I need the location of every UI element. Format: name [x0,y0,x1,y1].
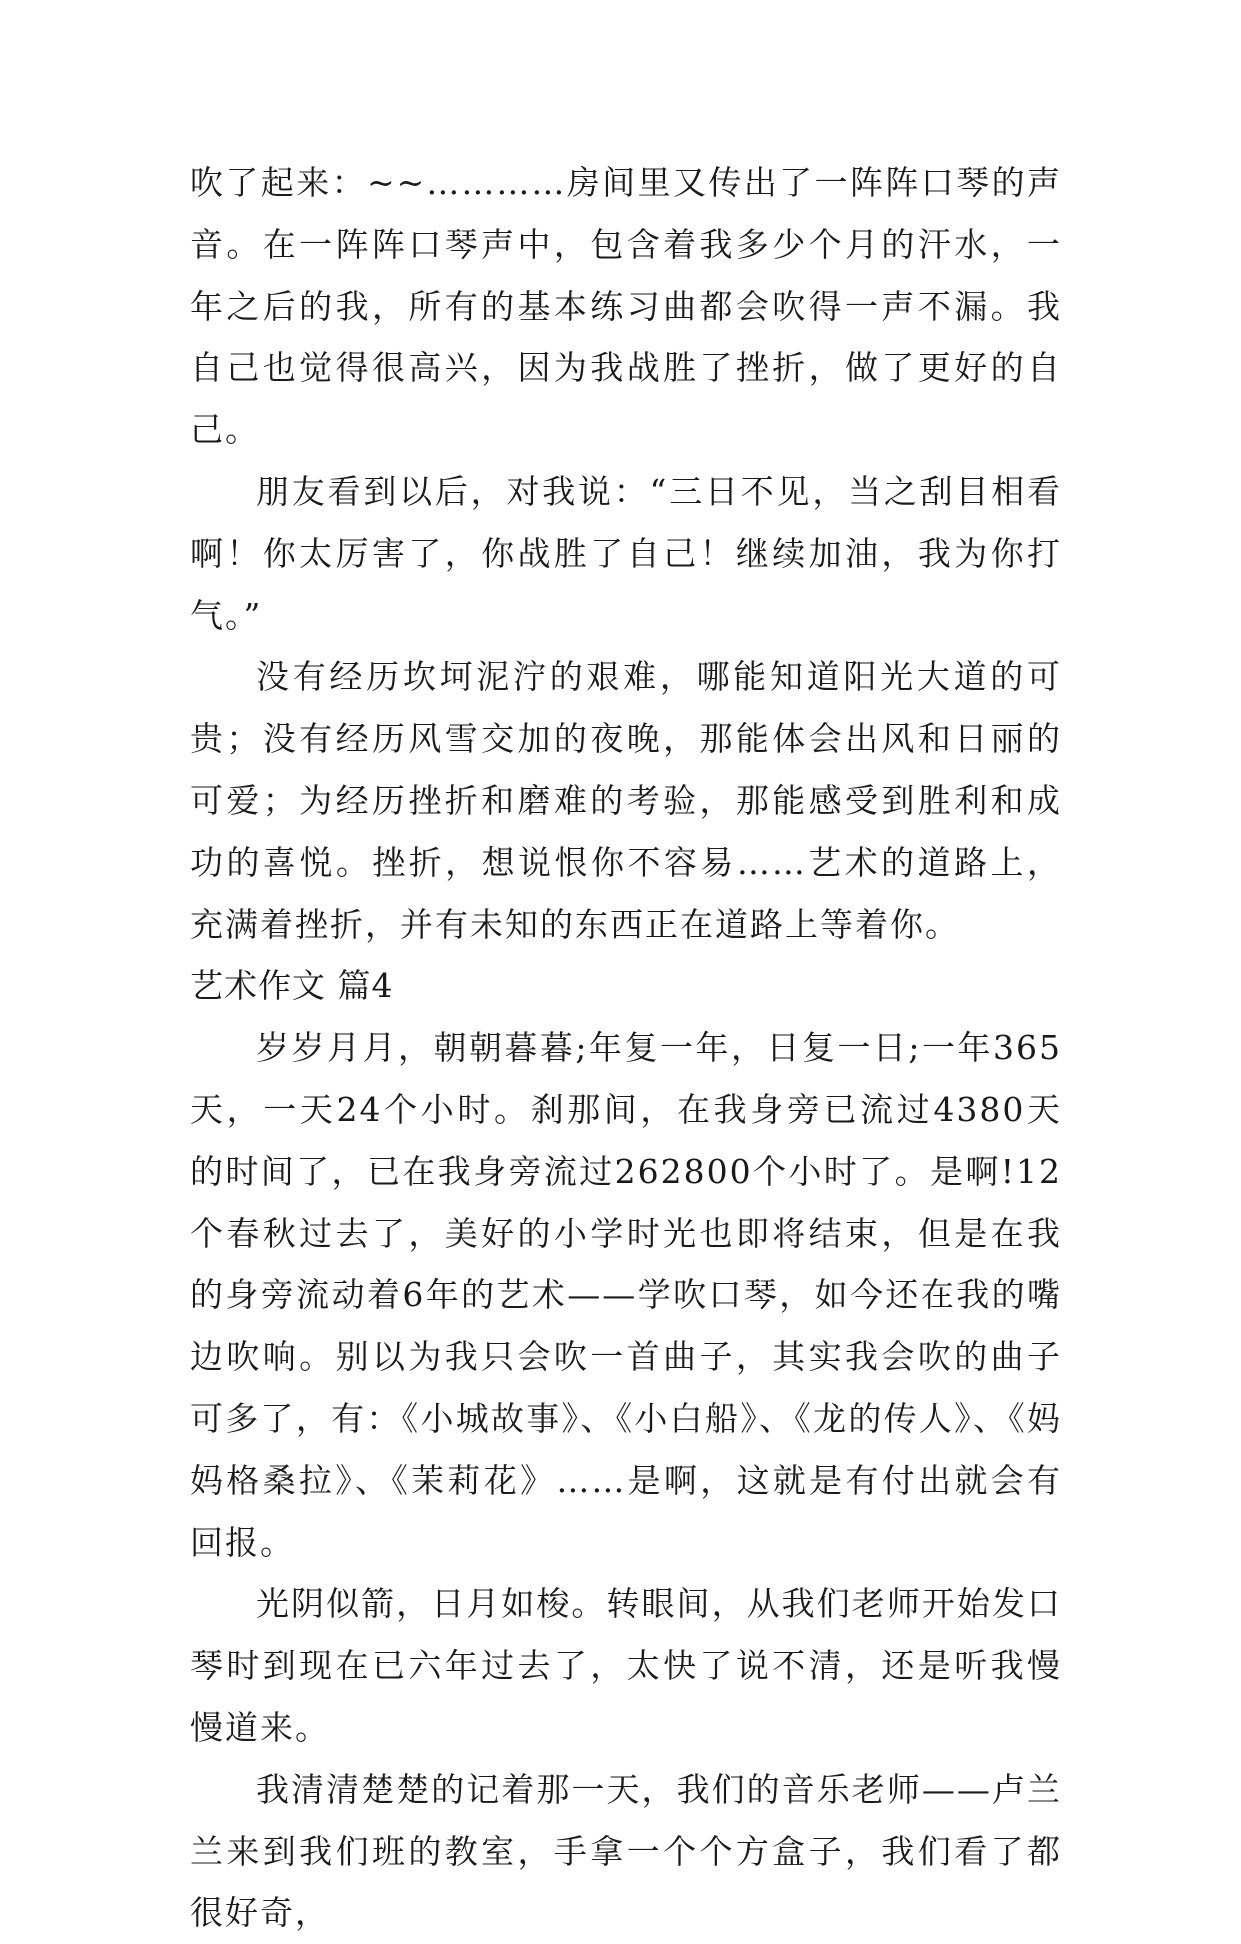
paragraph-5: 光阴似箭，日月如梭。转眼间，从我们老师开始发口琴时到现在已六年过去了，太快了说不清，还是听我慢慢道来。 [190,1584,1062,1747]
paragraph-2: 朋友看到以后，对我说：“三日不见，当之刮目相看啊！你太厉害了，你战胜了自己！继续加油，我为你打气。” [190,471,1062,635]
paragraph-4: 岁岁月月，朝朝暮暮;年复一年，日复一日;一年365天，一天24个小时。刹那间，在我身旁已流过4380天的时间了，已在我身旁流过262800个小时了。是啊!12个春秋过去了，美好的小学时光也即将结束，但是在我的身旁流动着6年的艺术——学吹口琴，如今还在我的嘴边吹响。别以为我只会吹一首曲子，其实我会吹的曲子可多了，有：《小城故事》、《小白船》、《龙的传人》、《妈妈格桑拉》、《茉莉花》……是啊，这就是有付出就会有回报。 [190,1028,1062,1562]
document-page [190,152,1062,1944]
section-heading: 艺术作文 篇4 [190,966,394,1006]
paragraph-6: 我清清楚楚的记着那一天，我们的音乐老师——卢兰兰来到我们班的教室，手拿一个个方盒子，我们看了都很好奇， [190,1769,1062,1933]
paragraph-3: 没有经历坎坷泥泞的艰难，哪能知道阳光大道的可贵；没有经历风雪交加的夜晚，那能体会出风和日丽的可爱；为经历挫折和磨难的考验，那能感受到胜利和成功的喜悦。挫折，想说恨你不容易……艺术的道路上，充满着挫折，并有未知的东西正在道路上等着你。 [190,657,1062,944]
paragraph-1: 吹了起来：~~…………房间里又传出了一阵阵口琴的声音。在一阵阵口琴声中，包含着我多少个月的汗水，一年之后的我，所有的基本练习曲都会吹得一声不漏。我自己也觉得很高兴，因为我战胜了挫折，做了更好的自己。 [190,163,1062,450]
